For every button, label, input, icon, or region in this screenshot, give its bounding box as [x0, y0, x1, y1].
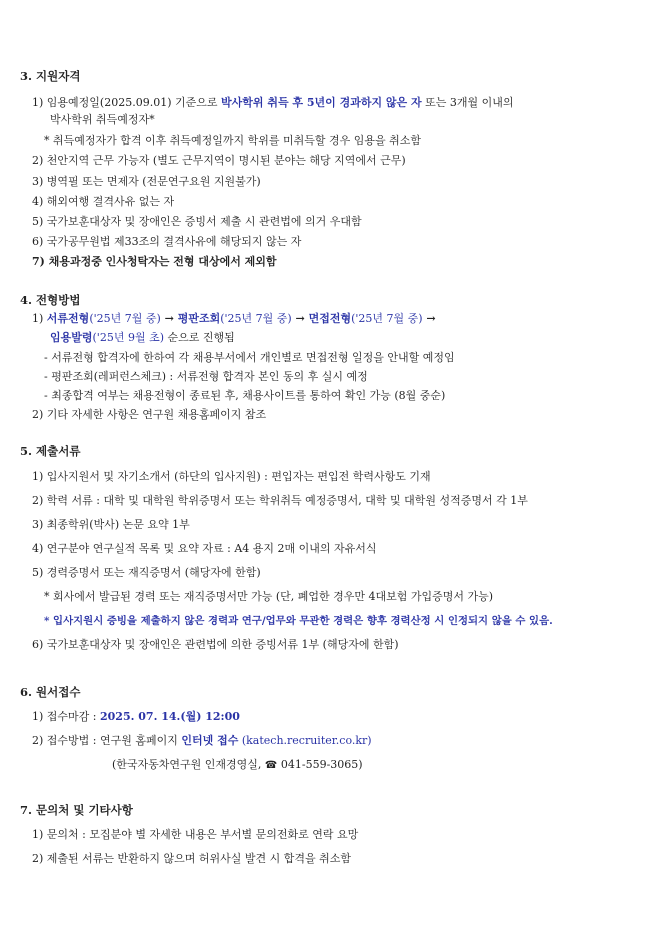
s3-item-7: 7) 채용과정중 인사청탁자는 전형 대상에서 제외함	[32, 255, 277, 268]
s4-item-1-continuation	[50, 329, 235, 345]
s5-note-2: * 입사지원시 증빙을 제출하지 않은 경력과 연구/업무와 무관한 경력은 향후 경력산정 시 인정되지 않을 수 있음.	[44, 615, 553, 627]
s6-contact-number: 041-559-3065)	[277, 758, 363, 771]
s3-note: * 취득예정자가 합격 이후 취득예정일까지 학위를 미취득할 경우 임용을 취소함	[44, 134, 421, 147]
section-4-heading: 4. 전형방법	[20, 293, 81, 307]
stage-reference-check: 평판조회	[177, 312, 221, 325]
s6-application-url: (katech.recruiter.co.kr)	[238, 734, 372, 747]
section-7-heading: 7. 문의처 및 기타사항	[20, 803, 133, 817]
s4-item-1-number: 1)	[32, 312, 47, 325]
arrow-right-icon: →	[160, 312, 178, 325]
s5-item-4: 4) 연구분야 연구실적 목록 및 요약 자료 : A4 용지 2매 이내의 자유서식	[32, 542, 377, 555]
s3-item-1-continuation: 박사학위 취득예정자*	[50, 113, 155, 126]
s4-item-1	[32, 310, 436, 326]
s6-deadline-value: 2025. 07. 14.(월) 12:00	[100, 710, 240, 723]
s4-detail-3: - 최종합격 여부는 채용전형이 종료된 후, 채용사이트를 통하여 확인 가능 (8월 중순)	[44, 389, 446, 402]
s5-item-3: 3) 최종학위(박사) 논문 요약 1부	[32, 518, 190, 531]
s3-item-2: 2) 천안지역 근무 가능자 (별도 근무지역이 명시된 분야는 해당 지역에서 근무)	[32, 154, 406, 167]
s3-item-1-text: 1) 임용예정일(2025.09.01) 기준으로	[32, 96, 221, 109]
s3-item-1-text-end: 또는 3개월 이내의	[421, 96, 514, 109]
s4-item-2: 2) 기타 자세한 사항은 연구원 채용홈페이지 참조	[32, 408, 267, 421]
arrow-right-icon: →	[291, 312, 309, 325]
stage-interview-date: ('25년 7월 중)	[351, 312, 423, 325]
s6-item-2	[32, 732, 372, 748]
s4-item-1-tail: 순으로 진행됨	[164, 331, 235, 344]
phone-icon: ☎	[264, 760, 278, 771]
stage-appointment: 임용발령	[50, 331, 93, 344]
s5-item-2: 2) 학력 서류 : 대학 및 대학원 학위증명서 또는 학위취득 예정증명서, 대학 및 대학원 성적증명서 각 1부	[32, 494, 528, 507]
s6-online-application: 인터넷 접수	[181, 734, 239, 747]
s5-item-1: 1) 입사지원서 및 자기소개서 (하단의 입사지원) : 편입자는 편입전 학력사항도 기재	[32, 470, 431, 483]
s3-item-6: 6) 국가공무원법 제33조의 결격사유에 해당되지 않는 자	[32, 235, 302, 248]
s6-method-label: 2) 접수방법 : 연구원 홈페이지	[32, 734, 182, 747]
section-5-heading: 5. 제출서류	[20, 444, 81, 458]
s3-item-4: 4) 해외여행 결격사유 없는 자	[32, 195, 175, 208]
s3-item-1-highlight: 박사학위 취득 후 5년이 경과하지 않은 자	[220, 96, 422, 109]
s6-deadline-label: 1) 접수마감 :	[32, 710, 100, 723]
stage-appointment-date: ('25년 9월 초)	[92, 331, 164, 344]
s6-contact	[112, 756, 363, 772]
section-3-heading: 3. 지원자격	[20, 69, 81, 83]
stage-interview: 면접전형	[308, 312, 352, 325]
stage-reference-check-date: ('25년 7월 중)	[220, 312, 292, 325]
s3-item-3: 3) 병역필 또는 면제자 (전문연구요원 지원불가)	[32, 175, 261, 188]
s4-detail-2: - 평판조회(레퍼런스체크) : 서류전형 합격자 본인 동의 후 실시 예정	[44, 370, 368, 383]
stage-document-screening: 서류전형	[46, 312, 90, 325]
s7-item-2: 2) 제출된 서류는 반환하지 않으며 허위사실 발견 시 합격을 취소함	[32, 852, 352, 865]
section-6-heading: 6. 원서접수	[20, 685, 81, 699]
s3-item-5: 5) 국가보훈대상자 및 장애인은 증빙서 제출 시 관련법에 의거 우대함	[32, 215, 362, 228]
s7-item-1: 1) 문의처 : 모집분야 별 자세한 내용은 부서별 문의전화로 연락 요망	[32, 828, 359, 841]
stage-document-screening-date: ('25년 7월 중)	[89, 312, 161, 325]
s6-item-1	[32, 708, 240, 724]
s5-item-6: 6) 국가보훈대상자 및 장애인은 관련법에 의한 증빙서류 1부 (해당자에 한함)	[32, 638, 399, 651]
arrow-right-icon: →	[422, 312, 436, 325]
s6-contact-dept: (한국자동차연구원 인재경영실,	[112, 758, 265, 771]
s5-item-5: 5) 경력증명서 또는 재직증명서 (해당자에 한함)	[32, 566, 261, 579]
s3-item-1	[32, 94, 514, 110]
s5-note-1: * 회사에서 발급된 경력 또는 재직증명서만 가능 (단, 폐업한 경우만 4대보험 가입증명서 가능)	[44, 590, 494, 603]
s4-detail-1: - 서류전형 합격자에 한하여 각 채용부서에서 개인별로 면접전형 일정을 안내할 예정임	[44, 351, 455, 364]
